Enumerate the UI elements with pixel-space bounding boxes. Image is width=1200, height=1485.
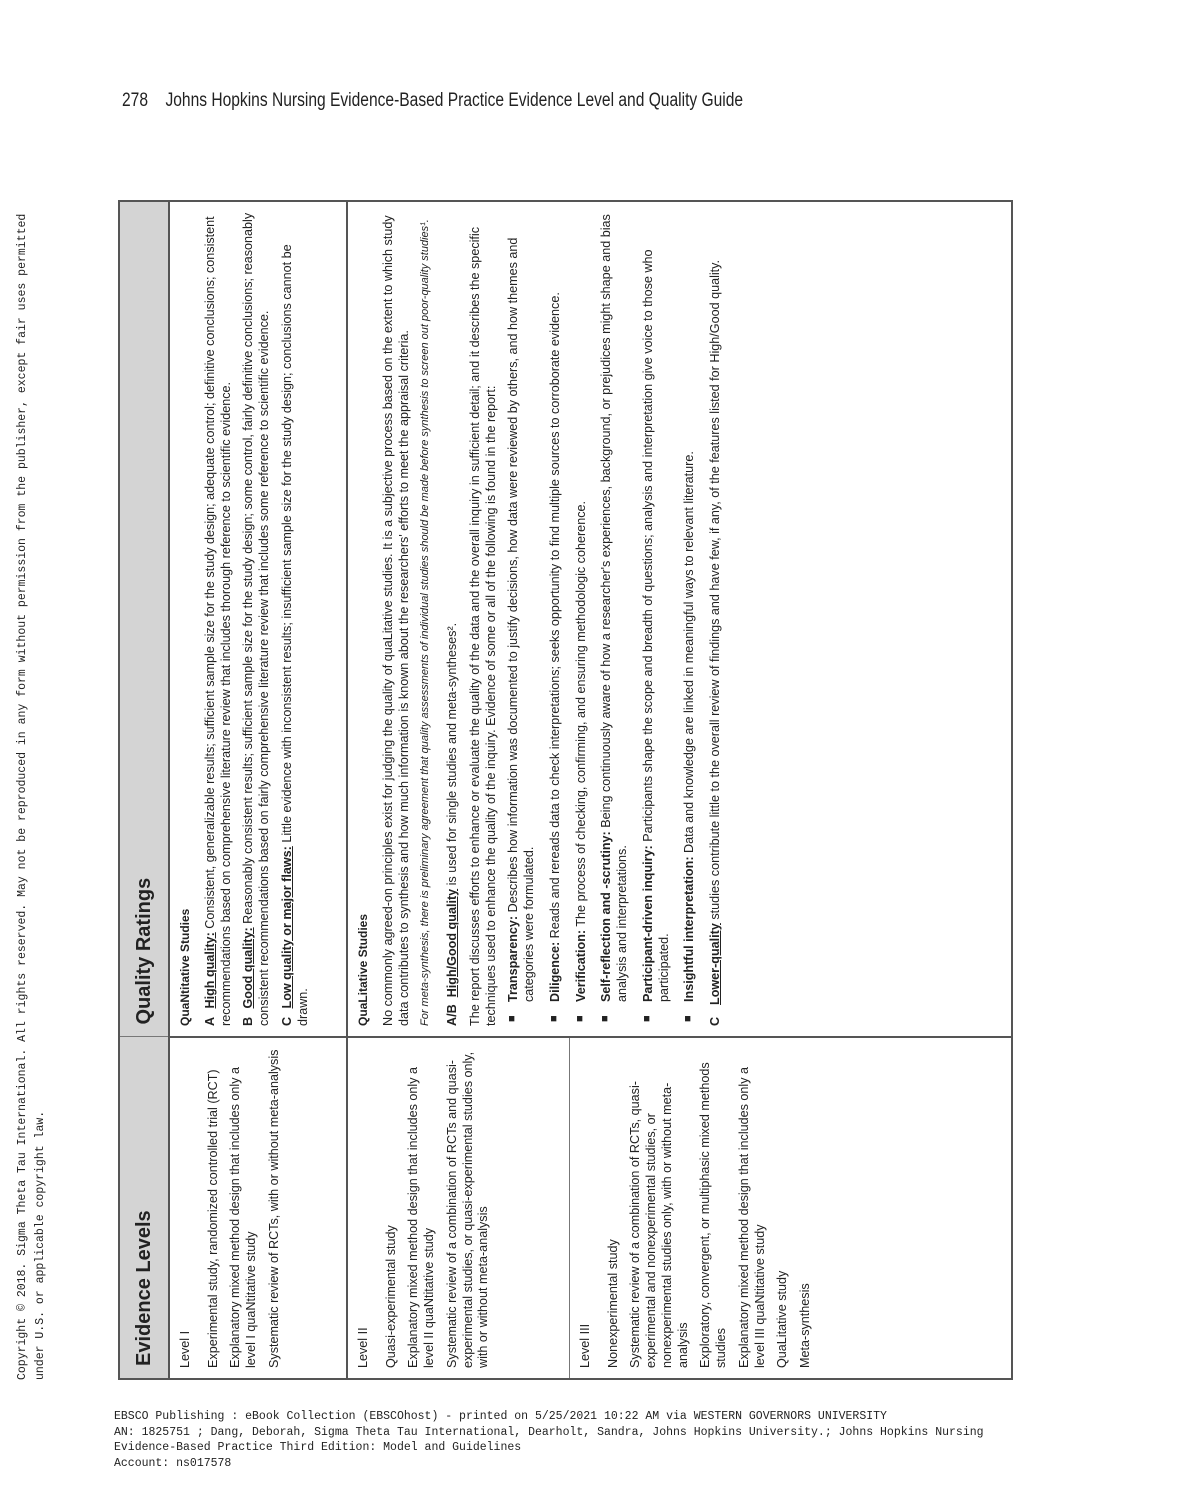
high-quality-label: High quality: (203, 932, 217, 1009)
level-1-title: Level I (178, 1330, 192, 1368)
row-level-2 (347, 201, 570, 1379)
copyright-line-1: Copyright © 2018. Sigma Theta Tau International. All rights reserved. May not be reproduced in any form without permission from the publisher, except fair uses permitted (16, 213, 29, 1380)
high-quality-text: Consistent, generalizable results; sufficient sample size for the study design; adequate control; definitive conclusions; consistent recommendations based on comprehensive literature review that includes thorough reference to scientific evidence. (203, 216, 233, 1026)
header-evidence-levels: Evidence Levels (119, 1037, 169, 1379)
low-quality-text: Little evidence with inconsistent results; insufficient sample size for the study design; conclusions cannot be drawn. (279, 244, 310, 1026)
quality-features-list (506, 212, 698, 1026)
quantitative-b (241, 212, 272, 1026)
quantitative-c (280, 212, 311, 1026)
level-2-cell (347, 1037, 570, 1379)
level-2-item: Quasi-experimental study (383, 1225, 398, 1368)
feature-item: ■ Verification: The process of checking, confirming, and ensuring methodologic coherence. (574, 212, 590, 1008)
ebsco-footer (114, 1409, 984, 1471)
page-header (122, 90, 744, 112)
grade-c: C (279, 1016, 294, 1026)
lower-quality-label: Lower-quality (708, 923, 723, 1005)
low-quality-label: Low quality or major flaws: (279, 846, 294, 1009)
running-title: Johns Hopkins Nursing Evidence-Based Practice Evidence Level and Quality Guide (165, 90, 744, 111)
qualitative-title: QuaLitative Studies (356, 913, 370, 1026)
level-2-item: Explanatory mixed method design that includes only a level II quaNtitative study (406, 1066, 437, 1368)
grade-ab: A/B (445, 1004, 460, 1026)
level-2-title: Level II (356, 1327, 370, 1368)
footer-line-4: Account: ns017578 (114, 1456, 232, 1470)
level-3-item: Nonexperimental study (605, 1239, 620, 1368)
grade-c-qual: C (708, 1016, 723, 1026)
feature-item: ■ Participant-driven inquiry: Participants shape the scope and breadth of questions; analysis and interpretation give voice to those who participated. (641, 212, 672, 1008)
qualitative-ab (445, 212, 461, 1026)
feature-item: ■ Self-reflection and -scrutiny: Being continuously aware of how a researcher's experiences, background, or prejudices might shape and bias analysis and interpretations. (599, 212, 630, 1008)
feature-item: ■ Transparency: Describes how information was documented to justify decisions, how data were reviewed by others, and how themes and categories were formulated. (506, 212, 537, 1008)
footer-line-3: Evidence-Based Practice Third Edition: Model and Guidelines (114, 1441, 522, 1454)
high-good-quality-label: High/Good quality (445, 888, 460, 998)
row-level-1 (169, 201, 347, 1379)
level-1-item: Explanatory mixed method design that includes only a level I quaNtitative study (228, 1066, 259, 1368)
high-good-quality-text: is used for single studies and meta-syntheses². (445, 622, 460, 889)
header-quality-ratings: Quality Ratings (119, 201, 169, 1037)
meta-synthesis-note: For meta-synthesis, there is preliminary agreement that quality assessments of individual studies should be made before synthesis to screen out poor-quality studies¹. (419, 219, 432, 1026)
level-3-item: Exploratory, convergent, or multiphasic mixed methods studies (698, 1062, 729, 1368)
grade-a: A (203, 1016, 217, 1026)
level-3-cell (570, 1037, 1013, 1379)
footer-line-2: AN: 1825751 ; Dang, Deborah, Sigma Theta Tau International, Dearholt, Sandra, Johns Hopkins University.; Johns Hopkins Nursing (114, 1425, 984, 1439)
quantitative-a (203, 212, 234, 1026)
level-3-item: Explanatory mixed method design that includes only a level III quaNtitative study (736, 1066, 767, 1368)
quantitative-ratings-cell (169, 201, 347, 1037)
level-3-item: Meta-synthesis (798, 1283, 813, 1368)
lower-quality-text: studies contribute little to the overall review of findings and have few, if any, of the features listed for High/Good quality. (708, 259, 723, 924)
good-quality-label: Good quality: (241, 927, 256, 1009)
copyright-line-2: under U.S. or applicable copyright law. (34, 1110, 47, 1380)
evidence-quality-table (118, 200, 1013, 1380)
level-1-item: Experimental study, randomized controlled trial (RCT) (205, 1069, 220, 1368)
feature-item: ■ Insightful interpretation: Data and knowledge are linked in meaningful ways to relevant literature. (682, 212, 698, 1008)
level-1-item: Systematic review of RCTs, with or without meta-analysis (266, 1049, 281, 1368)
good-quality-text: Reasonably consistent results; sufficient sample size for the study design; some control, fairly definitive conclusions; reasonably consistent recommendations based on fairly comprehensive literature review that includes some reference to scientific evidence. (241, 212, 272, 1026)
report-text: The report discusses efforts to enhance or evaluate the quality of the data and the overall inquiry in sufficient detail; and it describes the specific techniques used to enhance the quality of the inquiry. Evidence of some or all of the following is found in the report: (467, 226, 498, 1026)
grade-b: B (241, 1016, 256, 1026)
footer-line-1: EBSCO Publishing : eBook Collection (EBSCOhost) - printed on 5/25/2021 10:22 AM via WESTERN GOVERNORS UNIVERSITY (114, 1410, 887, 1423)
level-3-item: Systematic review of a combination of RCTs, quasi-experimental and nonexperimental studies, or nonexperimental studies only, with or without meta-analysis (628, 1081, 690, 1368)
level-3-item: QuaLitative study (775, 1270, 790, 1368)
qualitative-intro: No commonly agreed-on principles exist for judging the quality of quaLitative studies. It is a subjective process based on the extent to which study data contributes to synthesis and how much information is known about the researchers' efforts to meet the appraisal criteria. (381, 215, 411, 1026)
qualitative-ratings-cell (347, 201, 1012, 1037)
level-3-title: Level III (578, 1323, 592, 1368)
feature-item: ■ Diligence: Reads and rereads data to check interpretations; seeks opportunity to find multiple sources to corroborate evidence. (548, 212, 564, 1008)
page-number: 278 (122, 90, 148, 111)
level-1-cell (169, 1037, 347, 1379)
level-2-item: Systematic review of a combination of RCTs and quasi-experimental studies, or quasi-experimental studies only, with or without meta-analysis (444, 1051, 491, 1368)
rotated-table-container (118, 200, 1013, 1380)
copyright-notice (14, 140, 50, 1380)
quantitative-title: QuaNtitative Studies (178, 908, 192, 1026)
qualitative-c (708, 212, 724, 1026)
